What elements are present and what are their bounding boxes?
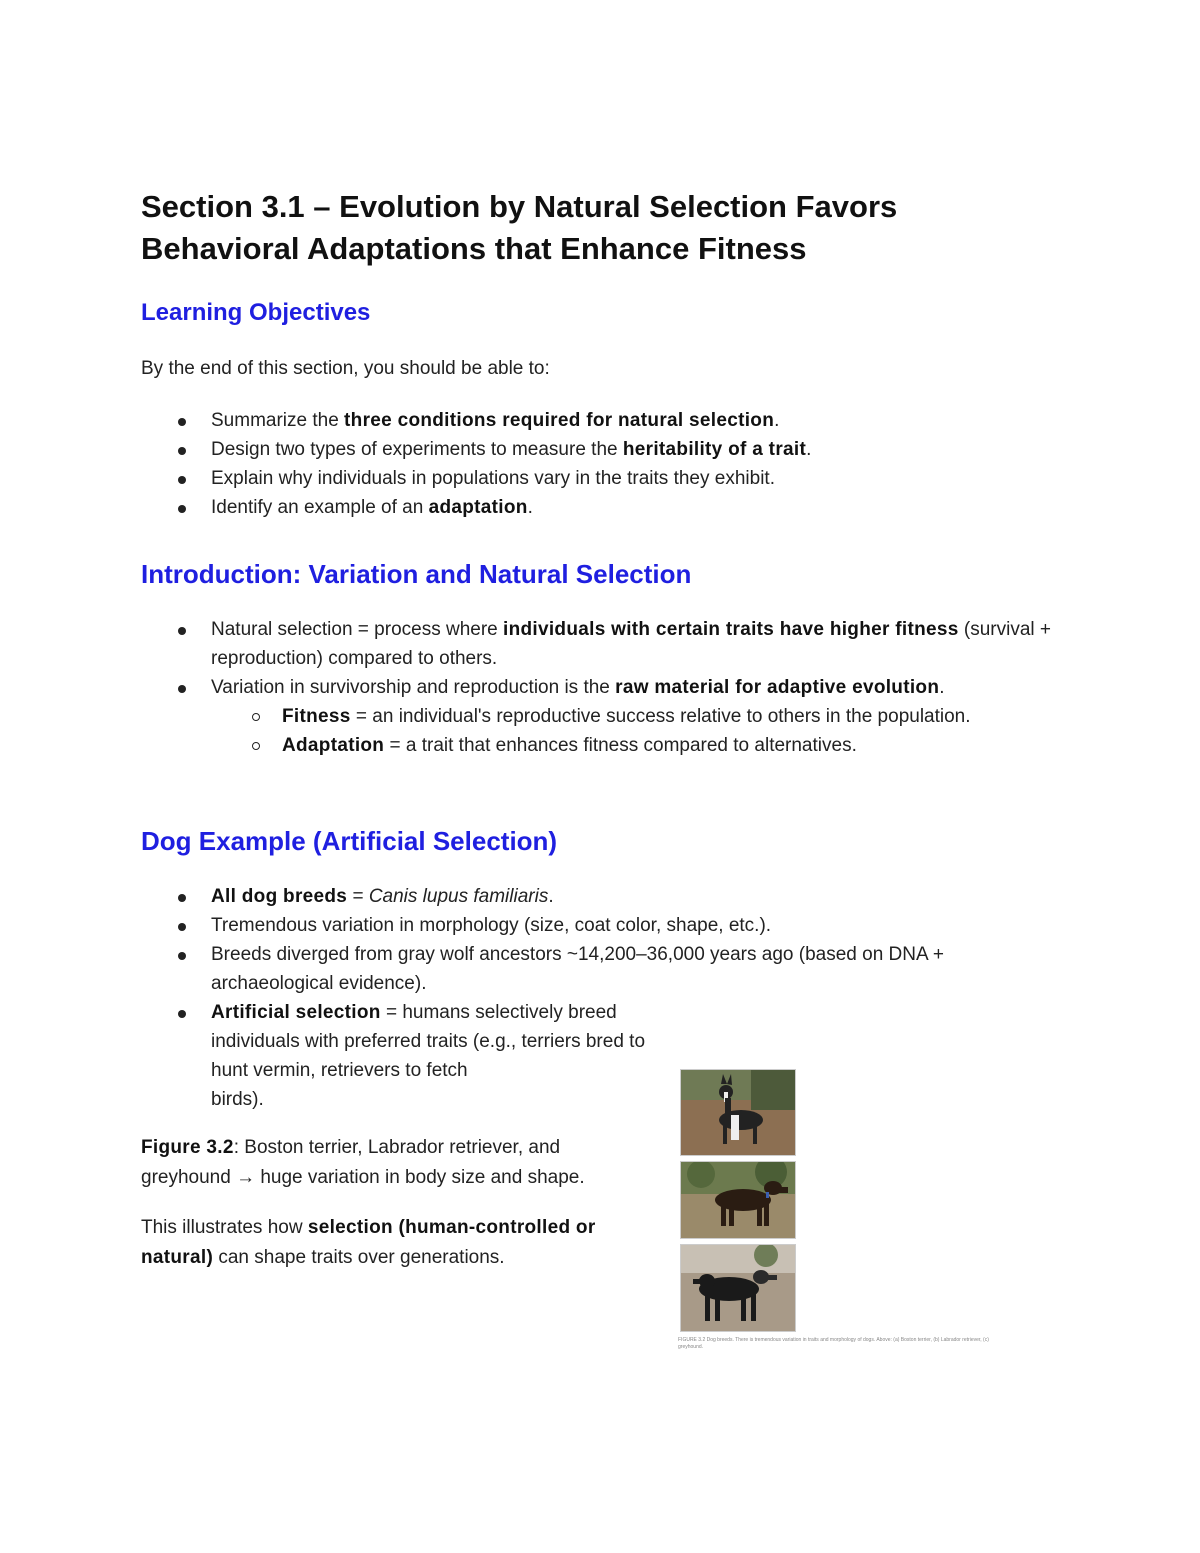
dog-example-heading: Dog Example (Artificial Selection) bbox=[141, 826, 558, 856]
list-item: Breeds diverged from gray wolf ancestors ~14,200–36,000 years ago (based on DNA + archaeological evidence). bbox=[141, 940, 1061, 998]
list-item: Design two types of experiments to measure the heritability of a trait. bbox=[141, 435, 1061, 464]
figure-note: This illustrates how selection (human-controlled or natural) can shape traits over generations. bbox=[141, 1217, 596, 1268]
labrador-retriever-photo bbox=[680, 1161, 796, 1239]
introduction-heading: Introduction: Variation and Natural Selection bbox=[141, 559, 692, 589]
boston-terrier-photo bbox=[680, 1069, 796, 1156]
list-item: Variation in survivorship and reproduction is the raw material for adaptive evolution. Fitness = an individual's reproductive success relative to others in the population. Adaptation = a trait that enhances fitness compared to alternatives. bbox=[141, 673, 1061, 760]
dog-example-list bbox=[141, 882, 1061, 1114]
list-item: All dog breeds = Canis lupus familiaris. bbox=[141, 882, 1061, 911]
introduction-sublist bbox=[211, 702, 1061, 760]
list-item: Natural selection = process where individuals with certain traits have higher fitness (survival + reproduction) compared to others. bbox=[141, 615, 1061, 673]
list-item: Explain why individuals in populations vary in the traits they exhibit. bbox=[141, 464, 1061, 493]
list-item: Identify an example of an adaptation. bbox=[141, 493, 1061, 522]
objectives-list bbox=[141, 406, 1061, 522]
figure-small-caption: FIGURE 3.2 Dog breeds. There is tremendous variation in traits and morphology of dogs. Above: (a) Boston terrier, (b) Labrador retriever, (c) greyhound. bbox=[678, 1337, 989, 1350]
introduction-list bbox=[141, 615, 1061, 760]
list-item: Tremendous variation in morphology (size, coat color, shape, etc.). bbox=[141, 911, 1061, 940]
list-item: Summarize the three conditions required for natural selection. bbox=[141, 406, 1061, 435]
learning-objectives-heading: Learning Objectives bbox=[141, 299, 371, 326]
figure-caption: Figure 3.2: Boston terrier, Labrador retriever, and greyhound → huge variation in body size and shape. bbox=[141, 1137, 585, 1188]
greyhound-photo bbox=[680, 1244, 796, 1332]
sub-list-item: Fitness = an individual's reproductive success relative to others in the population. bbox=[211, 702, 1061, 731]
sub-list-item: Adaptation = a trait that enhances fitness compared to alternatives. bbox=[211, 731, 1061, 760]
list-item: Artificial selection = humans selectively breed individuals with preferred traits (e.g., terriers bred to hunt vermin, retrievers to fetch birds). bbox=[141, 998, 681, 1114]
page-title: Section 3.1 – Evolution by Natural Selection Favors Behavioral Adaptations that Enhance Fitness bbox=[141, 189, 898, 266]
objectives-intro: By the end of this section, you should be able to: bbox=[141, 358, 550, 379]
